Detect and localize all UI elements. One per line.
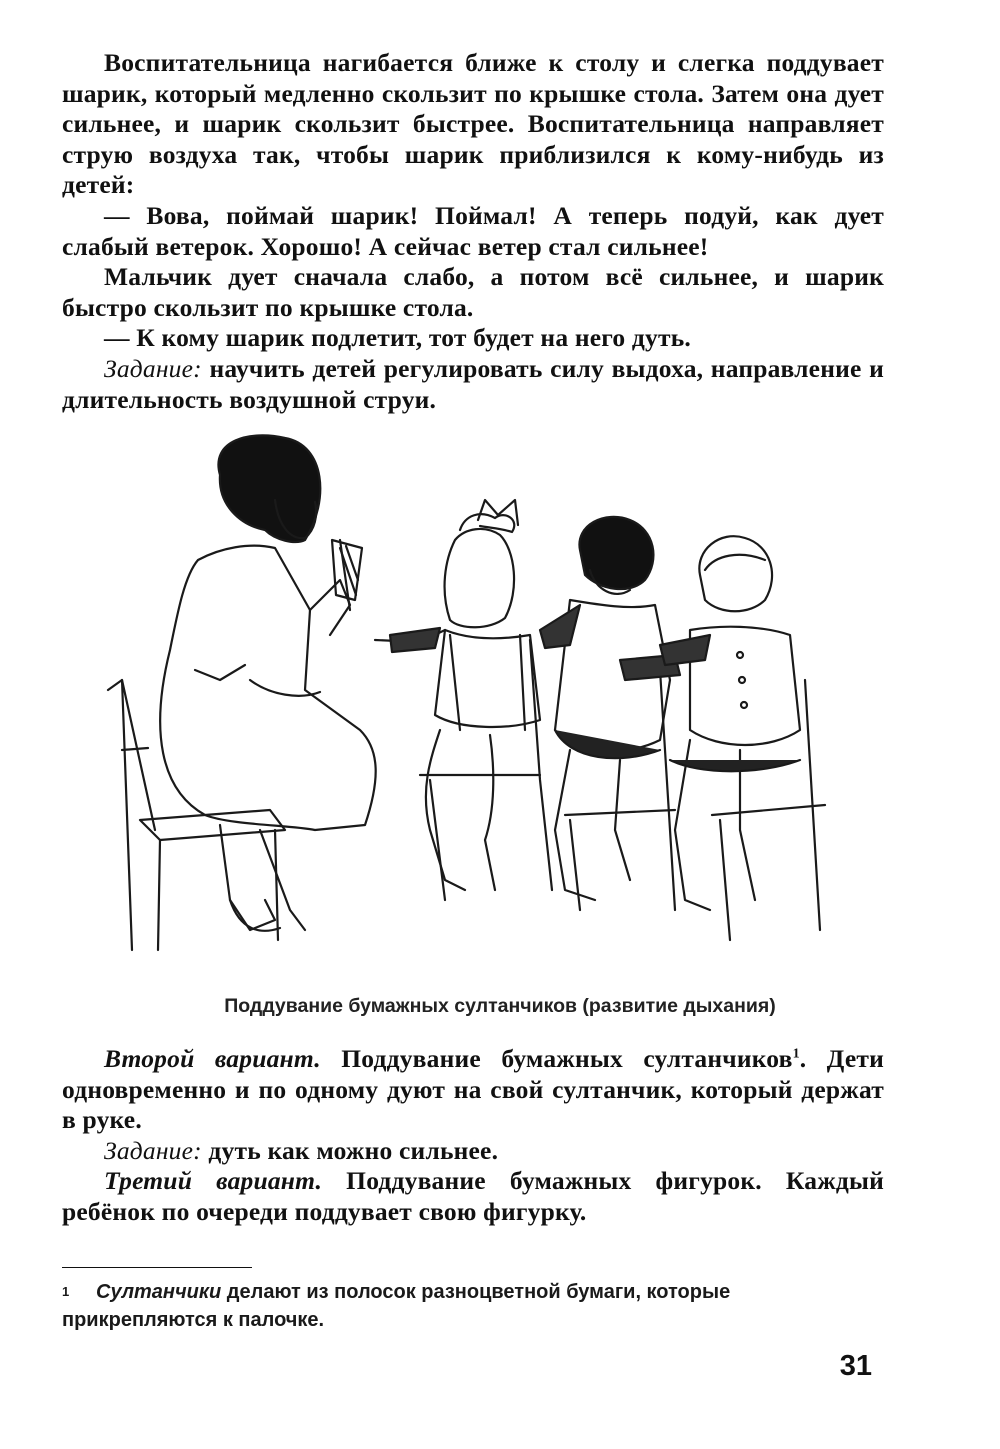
task-2-text: дуть как можно сильнее.: [201, 1135, 499, 1165]
girl-figure: [375, 500, 540, 890]
variant-2-cont: . Дети одновременно и по одному дуют на свой султанчик, который держат в руке.: [62, 1044, 884, 1135]
boy-figure: [660, 536, 800, 910]
paragraph-1: Воспитательница нагибается ближе к столу и слегка поддувает шарик, который медленно скользит по крышке стола. Затем она дует сильнее, и шарик скользит быстрее. Воспитательница направляет струю воздуха так, чтобы шарик приблизился к кому-нибудь из детей:: [62, 48, 884, 200]
paragraph-3: Мальчик дует сначала слабо, а потом всё сильнее, и шарик быстро скользит по крышке стола.: [62, 262, 884, 322]
task-text: научить детей регулировать силу выдоха, направление и длительность воздушной струи.: [62, 353, 884, 414]
variant-2-paragraph: [62, 1044, 884, 1136]
variant-2-text: Поддувание бумажных султанчиков: [320, 1044, 793, 1073]
paragraph-2: — Вова, поймай шарик! Поймал! А теперь подуй, как дует слабый ветерок. Хорошо! А сейчас ветер стал сильнее!: [62, 200, 884, 261]
teacher-figure: [160, 435, 376, 930]
bottom-text-block: [62, 1044, 884, 1228]
illustration: [100, 430, 840, 990]
task-label: Задание:: [104, 353, 202, 383]
variant-2-label: Второй вариант.: [104, 1044, 321, 1073]
top-text-block: [62, 48, 884, 415]
variant-3-label: Третий вариант.: [104, 1166, 323, 1196]
middle-chair: [565, 670, 675, 910]
task-paragraph: [62, 354, 884, 415]
footnote-mark: 1: [62, 1284, 70, 1299]
task-2-paragraph: [62, 1136, 884, 1167]
footnote-ref[interactable]: 1: [792, 1046, 800, 1062]
variant-3-paragraph: [62, 1166, 884, 1227]
footnote-text: делают из полосок разноцветной бумаги, которые прикрепляются к палочке.: [62, 1281, 731, 1331]
task-2-label: Задание:: [104, 1135, 202, 1165]
boy-chair: [712, 680, 825, 940]
figure-caption: Поддувание бумажных султанчиков (развитие дыхания): [224, 995, 776, 1017]
footnote-term: Султанчики: [96, 1281, 222, 1303]
teacher-chair: [108, 680, 285, 950]
page-number: 31: [839, 1350, 872, 1382]
variant-3-text: Поддувание бумажных фигурок. Каждый ребёнок по очереди поддувает свою фигурку.: [62, 1166, 884, 1226]
middle-child-figure: [540, 517, 680, 900]
footnote: [62, 1278, 884, 1334]
paragraph-4: — К кому шарик подлетит, тот будет на него дуть.: [104, 323, 691, 353]
footnote-divider: [62, 1267, 252, 1268]
